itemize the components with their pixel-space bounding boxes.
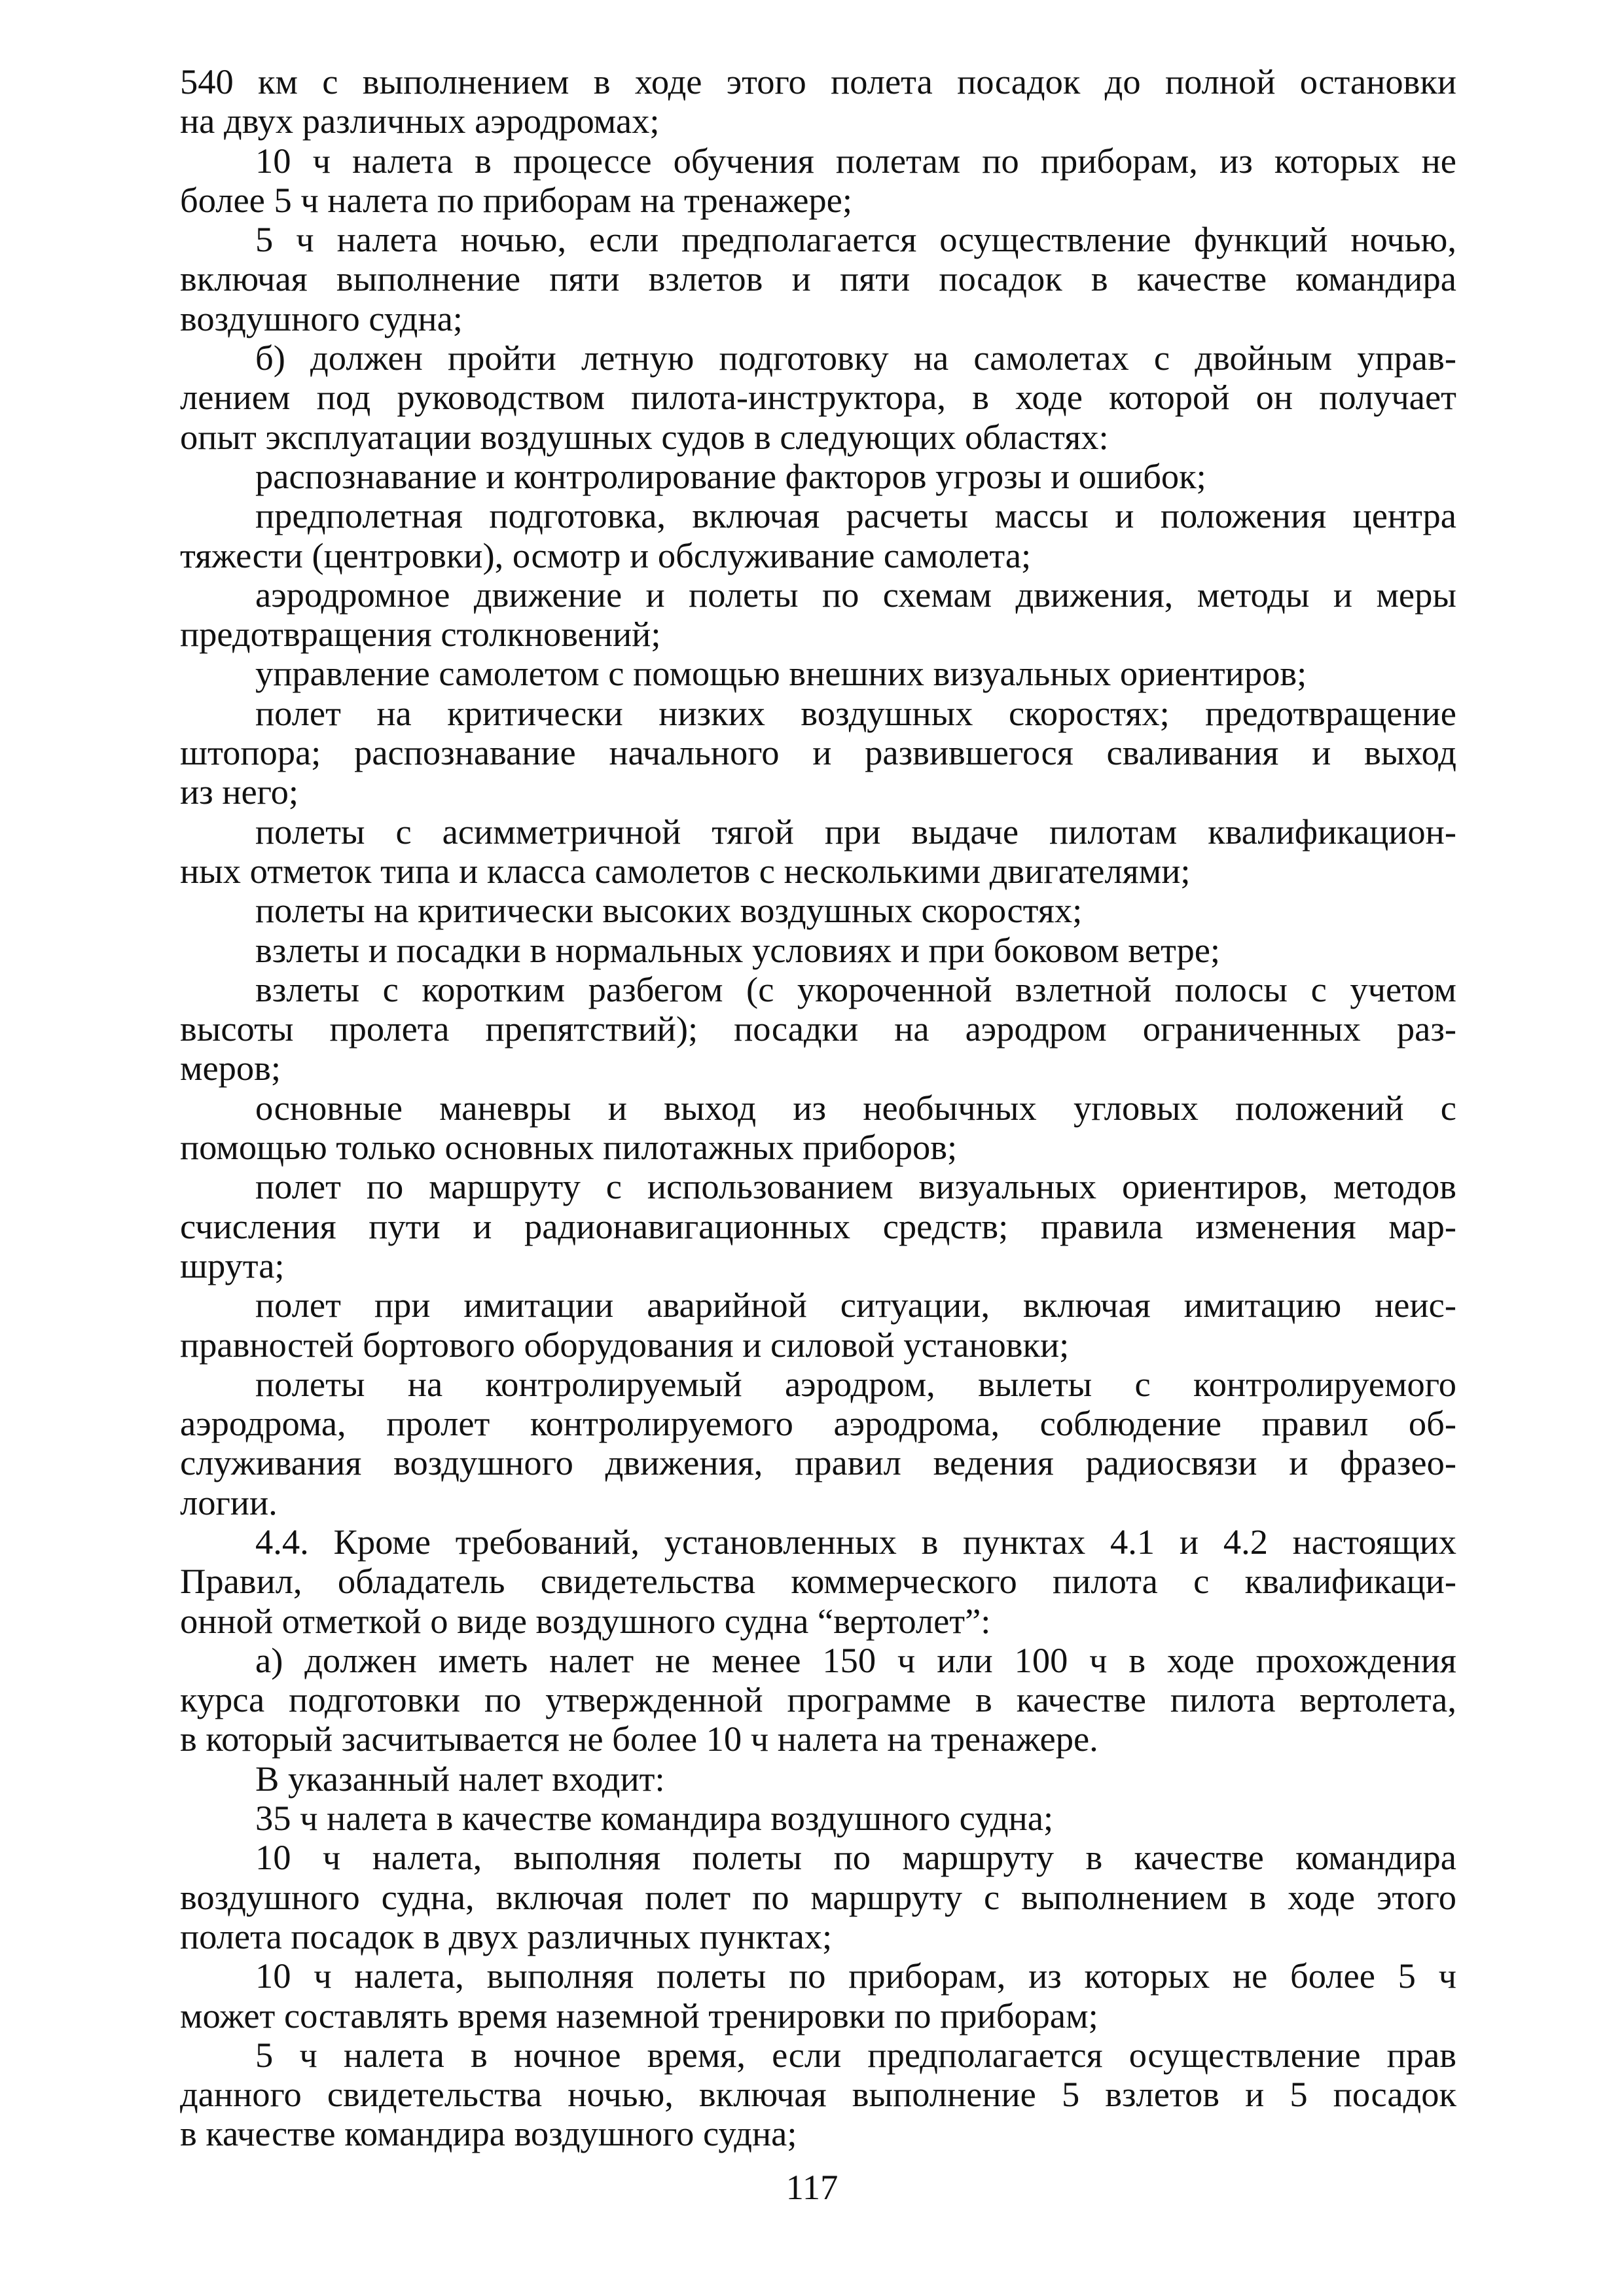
text-line: курса подготовки по утвержденной программе в качестве пилота вертолета,: [180, 1679, 1456, 1720]
body-text: [180, 62, 1456, 2154]
text-line: распознавание и контролирование факторов угрозы и ошибок;: [255, 456, 1206, 496]
text-line: взлеты с коротким разбегом (с укороченной взлетной полосы с учетом: [255, 969, 1456, 1009]
text-line: включая выполнение пяти взлетов и пяти посадок в качестве командира: [180, 259, 1456, 299]
text-line: полеты на контролируемый аэродром, вылеты с контролируемого: [255, 1363, 1456, 1404]
text-line: предотвращения столкновений;: [180, 614, 661, 655]
text-line: в качестве командира воздушного судна;: [180, 2113, 797, 2154]
text-line: более 5 ч налета по приборам на тренажере;: [180, 179, 853, 220]
text-line: меров;: [180, 1048, 281, 1088]
text-line: лением под руководством пилота-инструктора, в ходе которой он получает: [180, 377, 1456, 418]
text-line: полеты на критически высоких воздушных скоростях;: [255, 890, 1083, 931]
text-line: б) должен пройти летную подготовку на самолетах с двойным управ-: [255, 338, 1456, 378]
text-line: логии.: [180, 1482, 278, 1522]
text-line: онной отметкой о виде воздушного судна “вертолет”:: [180, 1600, 991, 1641]
text-line: полет на критически низких воздушных скоростях; предотвращение: [255, 692, 1456, 733]
text-line: тяжести (центровки), осмотр и обслуживание самолета;: [180, 535, 1032, 575]
text-line: 10 ч налета, выполняя полеты по маршруту в качестве командира: [255, 1837, 1456, 1878]
text-line: взлеты и посадки в нормальных условиях и при боковом ветре;: [255, 929, 1221, 970]
text-line: высоты пролета препятствий); посадки на аэродром ограниченных раз-: [180, 1009, 1456, 1049]
text-line: 35 ч налета в качестве командира воздушного судна;: [255, 1798, 1054, 1839]
page-number: 117: [785, 2167, 839, 2207]
document-page: [180, 62, 1456, 2281]
text-line: счисления пути и радионавигационных средств; правила изменения мар-: [180, 1206, 1456, 1246]
text-line: 10 ч налета в процессе обучения полетам по приборам, из которых не: [255, 140, 1456, 181]
text-line: аэродромное движение и полеты по схемам движения, методы и меры: [255, 574, 1456, 615]
text-line: аэродрома, пролет контролируемого аэродрома, соблюдение правил об-: [180, 1403, 1456, 1444]
text-line: может составлять время наземной тренировки по приборам;: [180, 1995, 1098, 2036]
text-line: Правил, обладатель свидетельства коммерческого пилота с квалификаци-: [180, 1561, 1456, 1602]
text-line: правностей бортового оборудования и силовой установки;: [180, 1324, 1070, 1365]
text-line: 10 ч налета, выполняя полеты по приборам, из которых не более 5 ч: [255, 1956, 1456, 1996]
text-line: воздушного судна;: [180, 298, 463, 338]
text-line: основные маневры и выход из необычных угловых положений с: [255, 1087, 1456, 1128]
text-line: штопора; распознавание начального и развившегося сваливания и выход: [180, 732, 1456, 773]
text-line: на двух различных аэродромах;: [180, 101, 660, 141]
text-line: 540 км с выполнением в ходе этого полета посадок до полной остановки: [180, 62, 1456, 101]
text-line: полета посадок в двух различных пунктах;: [180, 1916, 833, 1956]
text-line: служивания воздушного движения, правил ведения радиосвязи и фразео-: [180, 1443, 1456, 1483]
text-line: ных отметок типа и класса самолетов с несколькими двигателями;: [180, 850, 1191, 891]
text-line: данного свидетельства ночью, включая выполнение 5 взлетов и 5 посадок: [180, 2074, 1456, 2115]
text-line: полеты с асимметричной тягой при выдаче пилотам квалификацион-: [255, 811, 1456, 852]
text-line: 5 ч налета в ночное время, если предполагается осуществление прав: [255, 2034, 1456, 2075]
text-line: 5 ч налета ночью, если предполагается осуществление функций ночью,: [255, 219, 1456, 260]
text-line: 4.4. Кроме требований, установленных в пунктах 4.1 и 4.2 настоящих: [255, 1521, 1456, 1562]
text-line: опыт эксплуатации воздушных судов в следующих областях:: [180, 416, 1109, 457]
text-line: предполетная подготовка, включая расчеты массы и положения центра: [255, 495, 1456, 536]
text-line: воздушного судна, включая полет по маршруту с выполнением в ходе этого: [180, 1876, 1456, 1917]
text-line: помощью только основных пилотажных приборов;: [180, 1127, 958, 1168]
text-line: полет при имитации аварийной ситуации, включая имитацию неис-: [255, 1285, 1456, 1325]
text-line: в который засчитывается не более 10 ч налета на тренажере.: [180, 1719, 1098, 1759]
text-line: управление самолетом с помощью внешних визуальных ориентиров;: [255, 653, 1307, 694]
text-line: а) должен иметь налет не менее 150 ч или 100 ч в ходе прохождения: [255, 1640, 1456, 1680]
text-line: полет по маршруту с использованием визуальных ориентиров, методов: [255, 1166, 1456, 1207]
text-line: В указанный налет входит:: [255, 1758, 665, 1799]
text-line: шрута;: [180, 1245, 285, 1285]
text-line: из него;: [180, 772, 299, 812]
